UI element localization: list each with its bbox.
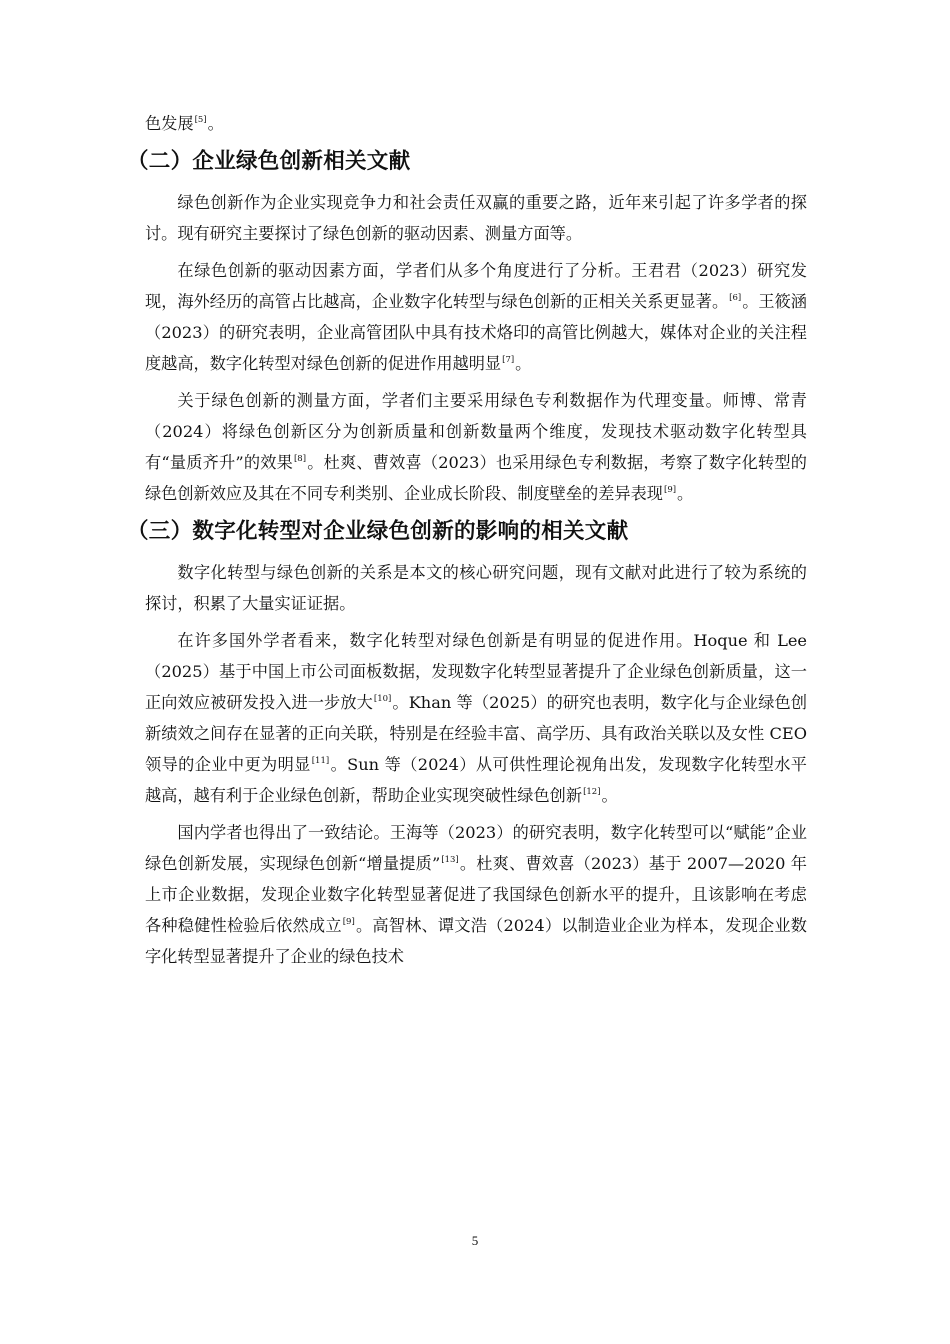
- paragraph-text: 在许多国外学者看来，数字化转型对绿色创新是有明显的促进作用。Hoque 和 Lee（2025）基于中国上市公司面板数据，发现数字化转型显著提升了企业绿色创新质量，这一正向效应被研发投入进一步放大: [145, 631, 807, 712]
- paragraph-text: 。: [677, 484, 694, 503]
- paragraph-text: 。王筱涵（2023）的研究表明，企业高管团队中具有技术烙印的高管比例越大，媒体对企业的关注程度越高，数字化转型对绿色创新的促进作用越明显: [145, 292, 807, 373]
- paragraph-text: 。杜爽、曹效喜（2023）也采用绿色专利数据，考察了数字化转型的绿色创新效应及其在不同专利类别、企业成长阶段、制度壁垒的差异表现: [145, 453, 807, 503]
- paragraph-text: 关于绿色创新的测量方面，学者们主要采用绿色专利数据作为代理变量。师博、常青（2024）将绿色创新区分为创新质量和创新数量两个维度，发现技术驱动数字化转型具有“量质齐升”的效果: [145, 391, 807, 472]
- citation-marker: [10]: [373, 693, 392, 704]
- paragraph-text: 在绿色创新的驱动因素方面，学者们从多个角度进行了分析。王君君（2023）研究发现，海外经历的高管占比越高，企业数字化转型与绿色创新的正相关关系更显著。: [145, 261, 807, 311]
- section-heading: （二）企业绿色创新相关文献: [127, 149, 411, 174]
- citation-marker: [9]: [342, 916, 355, 927]
- paragraph-text: 国内学者也得出了一致结论。王海等（2023）的研究表明，数字化转型可以“赋能”企业绿色创新发展，实现绿色创新“增量提质”: [145, 823, 807, 873]
- paragraph-text: 。Khan 等（2025）的研究也表明，数字化与企业绿色创新绩效之间存在显著的正向关联，特别是在经验丰富、高学历、具有政治关联以及女性 CEO 领导的企业中更为明显: [145, 693, 808, 774]
- paragraph-text: 色发展: [145, 114, 194, 133]
- citation-marker: [9]: [664, 484, 677, 495]
- paragraph: 数字化转型与绿色创新的关系是本文的核心研究问题，现有文献对此进行了较为系统的探讨，积累了大量实证证据。: [145, 563, 807, 613]
- paragraph-text: 。Sun 等（2024）从可供性理论视角出发，发现数字化转型水平越高，越有利于企业绿色创新，帮助企业实现突破性绿色创新: [145, 755, 807, 805]
- paragraph: 绿色创新作为企业实现竞争力和社会责任双赢的重要之路，近年来引起了许多学者的探讨。现有研究主要探讨了绿色创新的驱动因素、测量方面等。: [145, 193, 807, 243]
- paragraph-text: 。: [515, 354, 532, 373]
- citation-marker: [7]: [502, 354, 515, 365]
- paragraph-text: 。杜爽、曹效喜（2023）基于 2007—2020 年上市企业数据，发现企业数字化转型显著促进了我国绿色创新水平的提升，且该影响在考虑各种稳健性检验后依然成立: [145, 854, 807, 935]
- citation-marker: [6]: [729, 292, 742, 303]
- paragraph: [145, 255, 807, 379]
- paragraph: [145, 817, 807, 972]
- paragraph-text: 。: [601, 786, 618, 805]
- paragraph-text: 。高智林、谭文浩（2024）以制造业企业为样本，发现企业数字化转型显著提升了企业的绿色技术: [145, 916, 807, 966]
- paragraph-text: 。: [207, 114, 224, 133]
- citation-marker: [5]: [194, 114, 207, 125]
- citation-marker: [13]: [441, 854, 459, 865]
- citation-marker: [11]: [311, 755, 330, 766]
- paragraph-continuation: [145, 108, 807, 139]
- page-content: [127, 108, 808, 978]
- paragraph: [145, 625, 807, 811]
- citation-marker: [8]: [293, 453, 307, 464]
- paragraph: [145, 385, 807, 509]
- citation-marker: [12]: [583, 786, 601, 797]
- section-heading: （三）数字化转型对企业绿色创新的影响的相关文献: [127, 519, 629, 544]
- page-number: 5: [471, 1233, 479, 1248]
